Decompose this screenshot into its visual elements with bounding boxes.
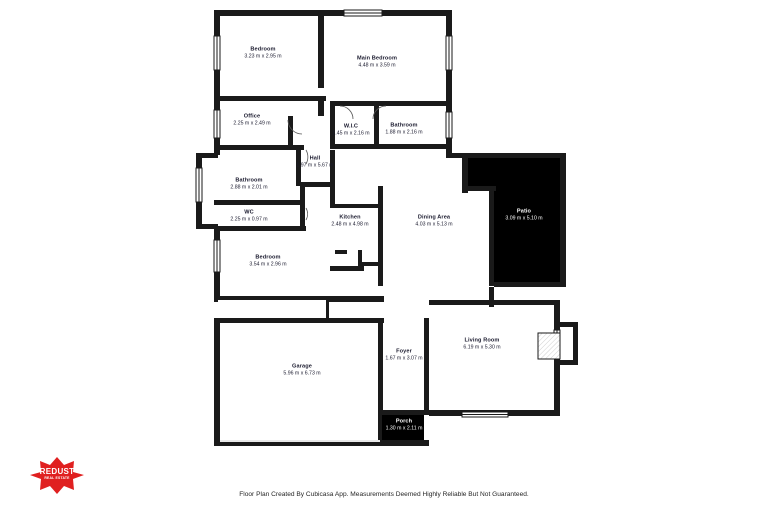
logo-text: REDUST [39, 467, 75, 476]
room-name: WC [244, 209, 254, 216]
room-dimensions: 1.88 m x 2.16 m [385, 129, 423, 136]
room-name: Bathroom [390, 122, 418, 129]
room-dimensions: 2.48 m x 4.98 m [331, 221, 369, 228]
room-dimensions: 4.03 m x 5.13 m [415, 221, 453, 228]
room-dimensions: 1.45 m x 2.16 m [332, 130, 370, 137]
room-dimensions: 2.25 m x 0.97 m [230, 216, 268, 223]
room-dimensions: 3.09 m x 5.10 m [505, 215, 543, 222]
logo-subtitle: REAL ESTATE [44, 476, 70, 480]
room-name: Bathroom [235, 177, 263, 184]
room-dimensions: 1.97 m x 5.67 m [296, 162, 334, 169]
room-dimensions: 3.54 m x 2.96 m [249, 261, 287, 268]
room-dimensions: 5.96 m x 6.73 m [283, 370, 321, 377]
room-name: Patio [516, 208, 532, 215]
room-dimensions: 2.25 m x 2.49 m [233, 120, 271, 127]
room-name: Porch [395, 418, 413, 425]
room-name: Bedroom [250, 46, 276, 53]
room-name: Bedroom [255, 254, 281, 261]
room-name: Foyer [396, 348, 412, 355]
room-name: W.I.C [343, 123, 359, 130]
room-name: Kitchen [339, 214, 361, 221]
room-name: Dining Area [417, 214, 451, 221]
room-name: Garage [292, 363, 312, 370]
room-name: Living Room [464, 337, 500, 344]
room-dimensions: 6.19 m x 5.30 m [463, 344, 501, 351]
room-dimensions: 1.67 m x 3.07 m [385, 355, 423, 362]
room-dimensions: 3.23 m x 2.95 m [244, 53, 282, 60]
room-name: Main Bedroom [356, 55, 398, 62]
room-name: Office [243, 113, 261, 120]
plan-caption: Floor Plan Created By Cubicasa App. Measurements Deemed Highly Reliable But Not Guaranteed. [239, 491, 529, 498]
room-dimensions: 2.88 m x 2.01 m [230, 184, 268, 191]
room-dimensions: 1.30 m x 2.11 m [385, 425, 423, 432]
room-dimensions: 4.48 m x 3.59 m [358, 62, 396, 69]
room-name: Hall [309, 155, 321, 162]
